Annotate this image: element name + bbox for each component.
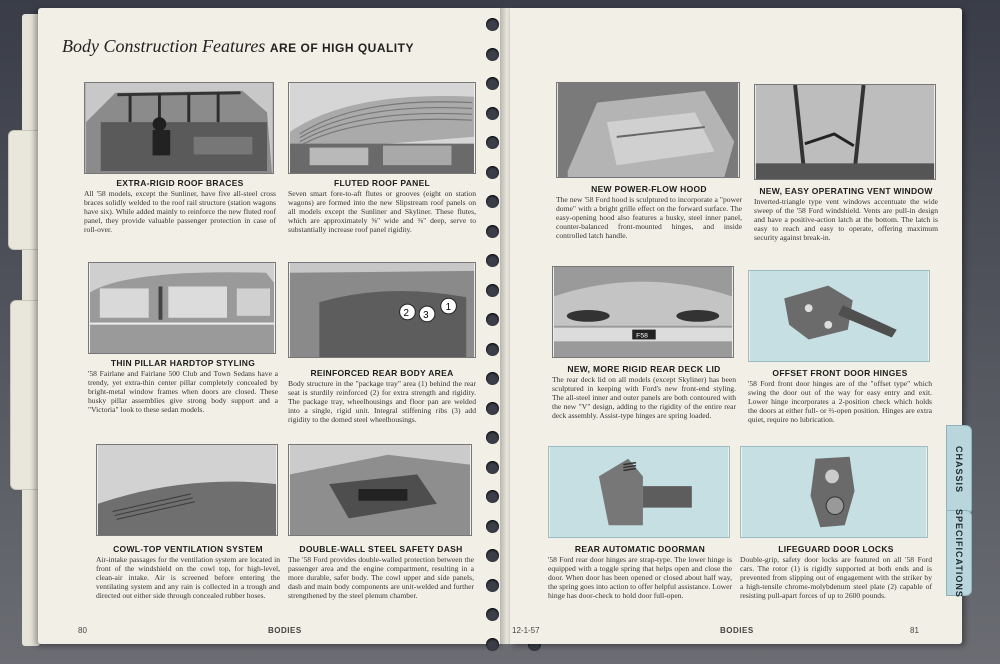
feature-rear-doorman — [548, 446, 732, 616]
text-cowl-top: Air-intake passages for the ventilation system are located in front of the windshield on the cowl top, for high-level, clean-air intake. Air is screened before entering the ventilating system and any rain is collected in a trough and directed out either side through concealed rubber hoses. — [96, 555, 280, 601]
license-plate-text: F58 — [636, 332, 648, 340]
text-rear-body: Body structure in the "package tray" area (1) behind the rear seat is sturdily reinforced (2) for extra strength and rigidity. The package tray, wheelhousings and floor pan are welded into a single, rigid unit. Integral stiffening ribs (3) add rigidity to the domed steel wheelhousings. — [288, 379, 476, 425]
caption-offset-hinges: OFFSET FRONT DOOR HINGES — [772, 368, 908, 378]
punch-hole — [486, 136, 499, 149]
text-vent-window: Inverted-triangle type vent windows accentuate the wide sweep of the '58 Ford windshield. Vents are pull-in design and have a positive-action latch at the bottom. The latch is easy to reach and easy to operate, offering maximum security against break-in. — [754, 197, 938, 243]
callout-2: 2 — [403, 307, 409, 319]
caption-hood: NEW POWER-FLOW HOOD — [591, 184, 707, 194]
caption-door-locks: LIFEGUARD DOOR LOCKS — [778, 544, 894, 554]
caption-safety-dash: DOUBLE-WALL STEEL SAFETY DASH — [299, 544, 463, 554]
fluted-roof-illustration — [289, 83, 475, 173]
photo-hood — [556, 82, 740, 178]
callout-3: 3 — [423, 309, 429, 321]
punch-hole — [486, 166, 499, 179]
tab-specifications[interactable] — [946, 510, 972, 596]
title-italic: Body Construction Features — [62, 36, 266, 56]
punch-hole — [486, 18, 499, 31]
tab-chassis[interactable] — [946, 425, 972, 515]
photo-roof-braces — [84, 82, 274, 174]
feature-door-locks — [740, 446, 932, 616]
feature-offset-hinges — [748, 270, 932, 460]
hardtop-illustration — [89, 263, 275, 353]
punch-hole — [486, 77, 499, 90]
feature-rear-body — [288, 262, 476, 442]
text-roof-braces: All '58 models, except the Sunliner, have five all-steel cross braces solidly welded to the roof rail structure (station wagons have six). While added mainly to reinforce the new fluted roof panel, they provide valuable passenger protection in case of roll-over. — [84, 189, 276, 235]
left-section-label: BODIES — [268, 626, 302, 635]
text-deck-lid: The rear deck lid on all models (except Skyliner) has been sculptured in keeping with Ford's new front-end styling. The all-steel inner and outer panels are both contoured with the new "V" design, adding to the rigidity of the entire rear deck assembly. Assist-type hinges are spring loaded. — [552, 375, 736, 421]
caption-cowl-top: COWL-TOP VENTILATION SYSTEM — [113, 544, 263, 554]
text-offset-hinges: '58 Ford front door hinges are of the "offset type" which swing the door out of the way for easy entry and exit. Lower hinge incorporates a 2-position check which holds the doors at either full- or ⅔-open position. Hinges are extra quiet, require no lubrication. — [748, 379, 932, 425]
caption-rear-doorman: REAR AUTOMATIC DOORMAN — [574, 544, 706, 554]
feature-rear-deck-lid — [552, 266, 736, 456]
punch-hole — [486, 431, 499, 444]
hood-illustration — [557, 83, 739, 177]
text-safety-dash: The '58 Ford provides double-walled protection between the passenger area and the engine compartment, resulting in a more durable, safer body. The cowl upper and side panels, dash and main body components are unit-welded and further strengthened by the steel plenum chamber. — [288, 555, 474, 601]
text-fluted-roof: Seven smart fore-to-aft flutes or grooves (eight on station wagons) are formed into the new Slipstream roof panels on all models except the Sunliner and Skyliner. These flutes, which are approximately ⅝" wide and ⅜" deep, serve to substantially increase roof panel rigidity. — [288, 189, 476, 235]
photo-deck-lid — [552, 266, 734, 358]
punch-hole — [486, 284, 499, 297]
feature-power-flow-hood — [556, 82, 742, 262]
punch-hole — [486, 225, 499, 238]
punch-hole — [486, 107, 499, 120]
punch-hole — [486, 254, 499, 267]
feature-safety-dash — [288, 444, 474, 614]
photo-offset-hinges — [748, 270, 930, 362]
punch-hole — [486, 372, 499, 385]
date-code: 12-1-57 — [512, 626, 540, 635]
punch-hole — [486, 313, 499, 326]
punch-hole — [486, 549, 499, 562]
vent-window-illustration — [755, 85, 935, 179]
title-caps: ARE OF HIGH QUALITY — [269, 41, 414, 55]
punch-hole — [486, 461, 499, 474]
punch-hole — [486, 402, 499, 415]
caption-thin-pillar: THIN PILLAR HARDTOP STYLING — [110, 358, 256, 368]
text-hood: The new '58 Ford hood is sculptured to incorporate a "power dome" with a bright grille effect on the forward surface. The easy-opening hood also features a husky, steel inner panel, counter-balanced front-mounted hinges, and inside controlled latch handle. — [556, 195, 742, 241]
text-door-locks: Double-grip, safety door locks are featured on all '58 Ford cars. The rotor (1) is rigidly supported at both ends and is prevented from slipping out of engagement with the striker by a high-tensile chrome-molybdenum steel plate (2) capable of resisting pull-apart forces of up to 2600 pounds. — [740, 555, 932, 601]
caption-vent-window: NEW, EASY OPERATING VENT WINDOW — [759, 186, 933, 196]
rear-body-illustration — [289, 263, 475, 357]
cowl-illustration — [97, 445, 277, 535]
photo-rear-body — [288, 262, 476, 358]
punch-hole — [486, 579, 499, 592]
punch-hole — [486, 343, 499, 356]
text-thin-pillar: '58 Fairlane and Fairlane 500 Club and Town Sedans have a trendy, yet extra-thin center pillar completely concealed by bright-metal window frames when doors are closed. These husky pillar assemblies give strong body support and a "Victoria" look to these sedan models. — [88, 369, 278, 415]
caption-deck-lid: NEW, MORE RIGID REAR DECK LID — [567, 364, 721, 374]
callout-1: 1 — [445, 302, 452, 313]
punch-hole — [486, 520, 499, 533]
photo-fluted-roof — [288, 82, 476, 174]
right-section-label: BODIES — [720, 626, 754, 635]
tab-specifications-label: SPECIFICATIONS — [954, 508, 964, 598]
text-rear-doorman: '58 Ford rear door hinges are strap-type. The lower hinge is equipped with a toggle spring that helps open and close the door. When door has been opened or closed about half way, the spring goes into action to offer helpful assistance. Lower hinge has door-check to hold door full-open. — [548, 555, 732, 601]
hinge-illustration — [749, 271, 929, 361]
deck-lid-illustration — [553, 267, 733, 357]
punch-hole — [486, 608, 499, 621]
photo-door-locks — [740, 446, 928, 538]
caption-rear-body: REINFORCED REAR BODY AREA — [310, 368, 454, 378]
left-page-number: 80 — [78, 626, 87, 635]
photo-cowl-top — [96, 444, 278, 536]
punch-hole — [486, 195, 499, 208]
right-page-number: 81 — [910, 626, 919, 635]
tab-chassis-label: CHASSIS — [954, 446, 964, 494]
dash-illustration — [289, 445, 471, 535]
feature-vent-window — [754, 84, 938, 264]
photo-safety-dash — [288, 444, 472, 536]
photo-rear-doorman — [548, 446, 730, 538]
photo-thin-pillar — [88, 262, 276, 354]
caption-roof-braces: EXTRA-RIGID ROOF BRACES — [116, 178, 244, 188]
punch-hole — [486, 48, 499, 61]
punch-hole — [486, 490, 499, 503]
punch-hole — [486, 638, 499, 651]
feature-thin-pillar — [88, 262, 278, 442]
photo-vent-window — [754, 84, 936, 180]
feature-cowl-top — [96, 444, 280, 614]
roof-braces-illustration — [85, 83, 273, 173]
page-title — [62, 36, 414, 57]
caption-fluted-roof: FLUTED ROOF PANEL — [333, 178, 431, 188]
doorman-illustration — [549, 447, 729, 537]
lock-illustration — [741, 447, 927, 537]
